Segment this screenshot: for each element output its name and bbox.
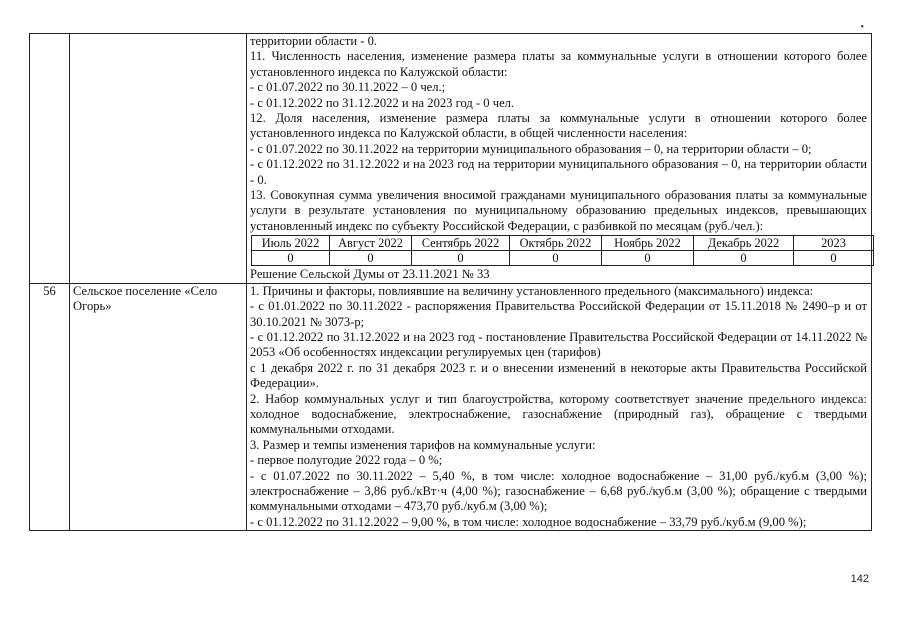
- municipality-cell: [70, 34, 247, 284]
- month-value: 0: [510, 251, 602, 266]
- row-number-cell: 56: [30, 283, 70, 531]
- month-value: 0: [602, 251, 694, 266]
- page-number: 142: [850, 573, 869, 585]
- text-line: 2. Набор коммунальных услуг и тип благоустройства, которому соответствует значение предельного индекса: холодное водоснабжение, электроснабжение, газоснабжение (природный газ), обращение с твердыми коммунальными отходами.: [250, 391, 867, 437]
- document-table: [29, 33, 872, 531]
- table-row-56: [30, 283, 872, 531]
- text-line: 3. Размер и темпы изменения тарифов на коммунальные услуги:: [250, 437, 596, 452]
- text-line: 1. Причины и факторы, повлиявшие на величину установленного предельного (максимального) индекса:: [250, 283, 814, 298]
- month-value-row: [252, 251, 874, 266]
- text-line: - с 01.12.2022 по 31.12.2022 и на 2023 год - постановление Правительства Российской Федерации от 14.11.2022 № 2053 «Об особенностях индексации регулируемых цен (тарифов): [250, 329, 867, 360]
- text-line: - с 01.07.2022 по 30.11.2022 – 5,40 %, в том числе: холодное водоснабжение – 31,00 руб./куб.м (3,00 %); электроснабжение – 3,86 руб./кВт·ч (4,00 %); газоснабжение – 6,68 руб./куб.м (3,00 %); обращение с твердыми коммунальными отходами – 473,70 руб./куб.м (3,00 %);: [250, 468, 867, 514]
- municipality-name-cell: Сельское поселение «Село Огорь»: [70, 283, 247, 531]
- monthly-increase-table: [251, 235, 874, 266]
- month-header: 2023: [794, 236, 874, 251]
- month-header: Август 2022: [330, 236, 412, 251]
- month-header: Декабрь 2022: [694, 236, 794, 251]
- month-value: 0: [794, 251, 874, 266]
- text-line: - с 01.01.2022 по 30.11.2022 - распоряжения Правительства Российской Федерации от 15.11.2018 № 2490–р и от 30.10.2021 № 3073-р;: [250, 299, 867, 329]
- text-line: с 1 декабря 2022 г. по 31 декабря 2023 г. и о внесении изменений в некоторые акты Правительства Российской Федерации».: [250, 360, 867, 391]
- text-line: 11. Численность населения, изменение размера платы за коммунальные услуги в отношении которого более установленного индекса по Калужской области:: [250, 49, 867, 79]
- text-line: - с 01.07.2022 по 30.11.2022 на территории муниципального образования – 0, на территории области – 0;: [250, 141, 812, 156]
- month-header: Ноябрь 2022: [602, 236, 694, 251]
- row-56-text-cell: [247, 283, 872, 531]
- text-line: 12. Доля населения, изменение размера платы за коммунальные услуги в отношении которого более установленного индекса по Калужской области, в общей численности населения:: [250, 111, 867, 141]
- month-value: 0: [252, 251, 330, 266]
- text-line: - с 01.07.2022 по 30.11.2022 – 0 чел.;: [250, 80, 446, 95]
- decision-reference: Решение Сельской Думы от 23.11.2021 № 33: [250, 267, 490, 282]
- text-line: территории области - 0.: [250, 34, 378, 48]
- month-header-row: [252, 236, 874, 251]
- month-header: Сентябрь 2022: [412, 236, 510, 251]
- text-line: - с 01.12.2022 по 31.12.2022 и на 2023 год на территории муниципального образования – 0, на территории области - 0.: [250, 157, 867, 187]
- text-line: - с 01.12.2022 по 31.12.2022 – 9,00 %, в том числе: холодное водоснабжение – 33,79 руб./куб.м (9,00 %);: [250, 514, 807, 529]
- scan-mark: •: [860, 22, 864, 33]
- month-value: 0: [330, 251, 412, 266]
- continuation-text-cell: [247, 34, 872, 284]
- row-number-cell: [30, 34, 70, 284]
- text-line: - с 01.12.2022 по 31.12.2022 и на 2023 год - 0 чел.: [250, 95, 515, 110]
- text-line: - первое полугодие 2022 года – 0 %;: [250, 453, 443, 468]
- text-line: 13. Совокупная сумма увеличения вносимой гражданами муниципального образования платы за коммунальные услуги в результате установления по муниципальному образованию предельных индексов, превышающих установленный индекс по субъекту Российской Федерации, с разбивкой по месяцам (руб./чел.):: [250, 188, 867, 233]
- month-header: Октябрь 2022: [510, 236, 602, 251]
- month-value: 0: [412, 251, 510, 266]
- table-row-continuation: [30, 34, 872, 284]
- month-value: 0: [694, 251, 794, 266]
- month-header: Июль 2022: [252, 236, 330, 251]
